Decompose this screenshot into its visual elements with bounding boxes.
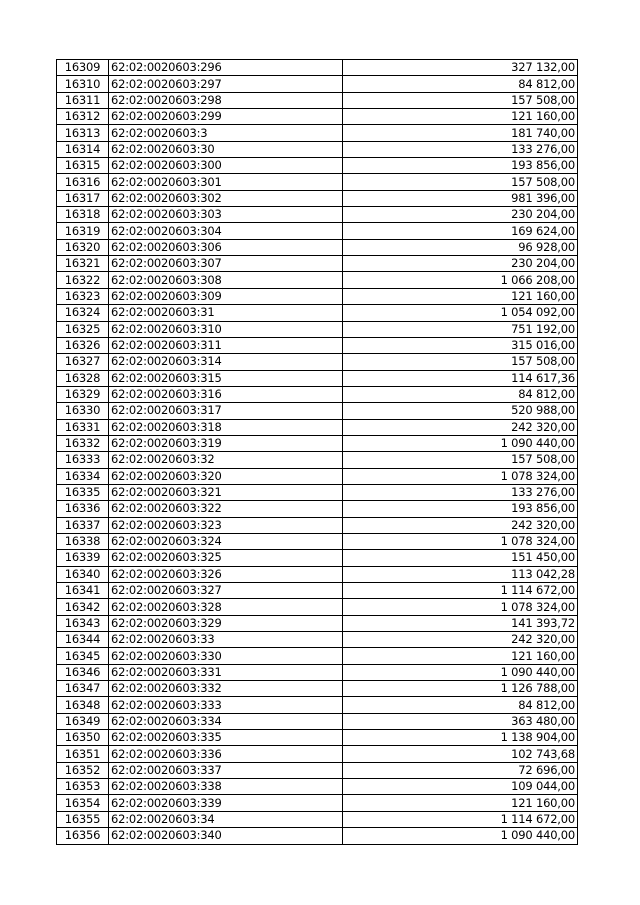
value-cell: 1 114 672,00 bbox=[343, 811, 578, 827]
value-cell: 1 078 324,00 bbox=[343, 468, 578, 484]
table-row bbox=[57, 403, 578, 419]
value-cell: 1 090 440,00 bbox=[343, 664, 578, 680]
table-row bbox=[57, 795, 578, 811]
cadastral-number-cell: 62:02:0020603:330 bbox=[109, 648, 343, 664]
cadastral-number-cell: 62:02:0020603:30 bbox=[109, 141, 343, 157]
table-row bbox=[57, 305, 578, 321]
table-row bbox=[57, 60, 578, 76]
value-cell: 157 508,00 bbox=[343, 174, 578, 190]
table-row bbox=[57, 484, 578, 500]
table-row bbox=[57, 190, 578, 206]
cadastral-number-cell: 62:02:0020603:318 bbox=[109, 419, 343, 435]
value-cell: 157 508,00 bbox=[343, 452, 578, 468]
value-cell: 181 740,00 bbox=[343, 125, 578, 141]
row-number-cell: 16310 bbox=[57, 76, 109, 92]
value-cell: 1 090 440,00 bbox=[343, 435, 578, 451]
cadastral-number-cell: 62:02:0020603:338 bbox=[109, 779, 343, 795]
cadastral-number-cell: 62:02:0020603:309 bbox=[109, 288, 343, 304]
row-number-cell: 16314 bbox=[57, 141, 109, 157]
value-cell: 242 320,00 bbox=[343, 632, 578, 648]
value-cell: 121 160,00 bbox=[343, 648, 578, 664]
cadastral-number-cell: 62:02:0020603:304 bbox=[109, 223, 343, 239]
value-cell: 133 276,00 bbox=[343, 484, 578, 500]
row-number-cell: 16354 bbox=[57, 795, 109, 811]
table-row bbox=[57, 158, 578, 174]
row-number-cell: 16347 bbox=[57, 681, 109, 697]
row-number-cell: 16348 bbox=[57, 697, 109, 713]
row-number-cell: 16315 bbox=[57, 158, 109, 174]
value-cell: 151 450,00 bbox=[343, 550, 578, 566]
cadastral-number-cell: 62:02:0020603:296 bbox=[109, 60, 343, 76]
cadastral-number-cell: 62:02:0020603:339 bbox=[109, 795, 343, 811]
cadastral-number-cell: 62:02:0020603:319 bbox=[109, 435, 343, 451]
cadastral-number-cell: 62:02:0020603:337 bbox=[109, 762, 343, 778]
row-number-cell: 16337 bbox=[57, 517, 109, 533]
table-row bbox=[57, 452, 578, 468]
cadastral-number-cell: 62:02:0020603:314 bbox=[109, 354, 343, 370]
value-cell: 1 054 092,00 bbox=[343, 305, 578, 321]
table-row bbox=[57, 141, 578, 157]
row-number-cell: 16334 bbox=[57, 468, 109, 484]
cadastral-number-cell: 62:02:0020603:316 bbox=[109, 386, 343, 402]
value-cell: 1 138 904,00 bbox=[343, 730, 578, 746]
cadastral-number-cell: 62:02:0020603:323 bbox=[109, 517, 343, 533]
value-cell: 96 928,00 bbox=[343, 239, 578, 255]
row-number-cell: 16313 bbox=[57, 125, 109, 141]
value-cell: 121 160,00 bbox=[343, 795, 578, 811]
table-row bbox=[57, 632, 578, 648]
table-row bbox=[57, 419, 578, 435]
row-number-cell: 16309 bbox=[57, 60, 109, 76]
value-cell: 1 114 672,00 bbox=[343, 583, 578, 599]
value-cell: 84 812,00 bbox=[343, 76, 578, 92]
row-number-cell: 16329 bbox=[57, 386, 109, 402]
value-cell: 1 090 440,00 bbox=[343, 828, 578, 844]
cadastral-number-cell: 62:02:0020603:32 bbox=[109, 452, 343, 468]
value-cell: 751 192,00 bbox=[343, 321, 578, 337]
value-cell: 72 696,00 bbox=[343, 762, 578, 778]
row-number-cell: 16319 bbox=[57, 223, 109, 239]
row-number-cell: 16350 bbox=[57, 730, 109, 746]
cadastral-number-cell: 62:02:0020603:300 bbox=[109, 158, 343, 174]
table-body bbox=[57, 60, 578, 845]
row-number-cell: 16323 bbox=[57, 288, 109, 304]
cadastral-number-cell: 62:02:0020603:320 bbox=[109, 468, 343, 484]
value-cell: 157 508,00 bbox=[343, 354, 578, 370]
table-row bbox=[57, 272, 578, 288]
table-row bbox=[57, 779, 578, 795]
value-cell: 520 988,00 bbox=[343, 403, 578, 419]
cadastral-number-cell: 62:02:0020603:321 bbox=[109, 484, 343, 500]
cadastral-number-cell: 62:02:0020603:297 bbox=[109, 76, 343, 92]
cadastral-number-cell: 62:02:0020603:333 bbox=[109, 697, 343, 713]
cadastral-number-cell: 62:02:0020603:33 bbox=[109, 632, 343, 648]
row-number-cell: 16349 bbox=[57, 713, 109, 729]
row-number-cell: 16341 bbox=[57, 583, 109, 599]
value-cell: 157 508,00 bbox=[343, 92, 578, 108]
cadastral-number-cell: 62:02:0020603:307 bbox=[109, 256, 343, 272]
table-row bbox=[57, 125, 578, 141]
value-cell: 141 393,72 bbox=[343, 615, 578, 631]
table-row bbox=[57, 599, 578, 615]
row-number-cell: 16333 bbox=[57, 452, 109, 468]
row-number-cell: 16338 bbox=[57, 533, 109, 549]
table-row bbox=[57, 697, 578, 713]
row-number-cell: 16318 bbox=[57, 207, 109, 223]
value-cell: 121 160,00 bbox=[343, 109, 578, 125]
cadastral-number-cell: 62:02:0020603:325 bbox=[109, 550, 343, 566]
row-number-cell: 16321 bbox=[57, 256, 109, 272]
table-row bbox=[57, 648, 578, 664]
cadastral-number-cell: 62:02:0020603:327 bbox=[109, 583, 343, 599]
value-cell: 84 812,00 bbox=[343, 697, 578, 713]
cadastral-number-cell: 62:02:0020603:317 bbox=[109, 403, 343, 419]
table-row bbox=[57, 517, 578, 533]
value-cell: 230 204,00 bbox=[343, 256, 578, 272]
table-row bbox=[57, 746, 578, 762]
row-number-cell: 16355 bbox=[57, 811, 109, 827]
table-row bbox=[57, 207, 578, 223]
row-number-cell: 16356 bbox=[57, 828, 109, 844]
row-number-cell: 16342 bbox=[57, 599, 109, 615]
value-cell: 84 812,00 bbox=[343, 386, 578, 402]
cadastral-number-cell: 62:02:0020603:328 bbox=[109, 599, 343, 615]
row-number-cell: 16352 bbox=[57, 762, 109, 778]
table-row bbox=[57, 566, 578, 582]
row-number-cell: 16320 bbox=[57, 239, 109, 255]
table-row bbox=[57, 828, 578, 844]
table-row bbox=[57, 370, 578, 386]
value-cell: 1 078 324,00 bbox=[343, 533, 578, 549]
cadastral-number-cell: 62:02:0020603:335 bbox=[109, 730, 343, 746]
table-row bbox=[57, 501, 578, 517]
row-number-cell: 16325 bbox=[57, 321, 109, 337]
table-row bbox=[57, 239, 578, 255]
value-cell: 193 856,00 bbox=[343, 501, 578, 517]
cadastral-number-cell: 62:02:0020603:336 bbox=[109, 746, 343, 762]
value-cell: 242 320,00 bbox=[343, 419, 578, 435]
row-number-cell: 16312 bbox=[57, 109, 109, 125]
row-number-cell: 16317 bbox=[57, 190, 109, 206]
value-cell: 1 066 208,00 bbox=[343, 272, 578, 288]
cadastral-number-cell: 62:02:0020603:329 bbox=[109, 615, 343, 631]
cadastral-number-cell: 62:02:0020603:311 bbox=[109, 337, 343, 353]
table-row bbox=[57, 730, 578, 746]
row-number-cell: 16344 bbox=[57, 632, 109, 648]
value-cell: 133 276,00 bbox=[343, 141, 578, 157]
table-row bbox=[57, 174, 578, 190]
table-row bbox=[57, 468, 578, 484]
row-number-cell: 16346 bbox=[57, 664, 109, 680]
row-number-cell: 16345 bbox=[57, 648, 109, 664]
cadastral-number-cell: 62:02:0020603:332 bbox=[109, 681, 343, 697]
table-row bbox=[57, 337, 578, 353]
table-row bbox=[57, 288, 578, 304]
row-number-cell: 16331 bbox=[57, 419, 109, 435]
value-cell: 113 042,28 bbox=[343, 566, 578, 582]
value-cell: 121 160,00 bbox=[343, 288, 578, 304]
row-number-cell: 16311 bbox=[57, 92, 109, 108]
cadastral-number-cell: 62:02:0020603:340 bbox=[109, 828, 343, 844]
cadastral-number-cell: 62:02:0020603:3 bbox=[109, 125, 343, 141]
cadastral-number-cell: 62:02:0020603:306 bbox=[109, 239, 343, 255]
cadastral-value-table bbox=[56, 59, 578, 845]
value-cell: 981 396,00 bbox=[343, 190, 578, 206]
table-row bbox=[57, 762, 578, 778]
row-number-cell: 16353 bbox=[57, 779, 109, 795]
row-number-cell: 16332 bbox=[57, 435, 109, 451]
table-row bbox=[57, 256, 578, 272]
value-cell: 102 743,68 bbox=[343, 746, 578, 762]
table-row bbox=[57, 109, 578, 125]
row-number-cell: 16324 bbox=[57, 305, 109, 321]
cadastral-number-cell: 62:02:0020603:334 bbox=[109, 713, 343, 729]
table-row bbox=[57, 354, 578, 370]
row-number-cell: 16316 bbox=[57, 174, 109, 190]
cadastral-number-cell: 62:02:0020603:331 bbox=[109, 664, 343, 680]
table-row bbox=[57, 386, 578, 402]
value-cell: 1 126 788,00 bbox=[343, 681, 578, 697]
value-cell: 363 480,00 bbox=[343, 713, 578, 729]
row-number-cell: 16326 bbox=[57, 337, 109, 353]
value-cell: 169 624,00 bbox=[343, 223, 578, 239]
cadastral-number-cell: 62:02:0020603:31 bbox=[109, 305, 343, 321]
cadastral-number-cell: 62:02:0020603:324 bbox=[109, 533, 343, 549]
table-row bbox=[57, 615, 578, 631]
cadastral-number-cell: 62:02:0020603:308 bbox=[109, 272, 343, 288]
cadastral-number-cell: 62:02:0020603:301 bbox=[109, 174, 343, 190]
table-row bbox=[57, 664, 578, 680]
value-cell: 1 078 324,00 bbox=[343, 599, 578, 615]
table-row bbox=[57, 321, 578, 337]
value-cell: 193 856,00 bbox=[343, 158, 578, 174]
table-row bbox=[57, 681, 578, 697]
value-cell: 109 044,00 bbox=[343, 779, 578, 795]
table-row bbox=[57, 811, 578, 827]
cadastral-number-cell: 62:02:0020603:303 bbox=[109, 207, 343, 223]
row-number-cell: 16340 bbox=[57, 566, 109, 582]
value-cell: 242 320,00 bbox=[343, 517, 578, 533]
value-cell: 327 132,00 bbox=[343, 60, 578, 76]
table-row bbox=[57, 92, 578, 108]
table-row bbox=[57, 713, 578, 729]
table-row bbox=[57, 533, 578, 549]
table-row bbox=[57, 223, 578, 239]
cadastral-number-cell: 62:02:0020603:299 bbox=[109, 109, 343, 125]
value-cell: 230 204,00 bbox=[343, 207, 578, 223]
table-row bbox=[57, 435, 578, 451]
cadastral-number-cell: 62:02:0020603:34 bbox=[109, 811, 343, 827]
cadastral-number-cell: 62:02:0020603:315 bbox=[109, 370, 343, 386]
cadastral-number-cell: 62:02:0020603:302 bbox=[109, 190, 343, 206]
row-number-cell: 16335 bbox=[57, 484, 109, 500]
table-row bbox=[57, 76, 578, 92]
row-number-cell: 16351 bbox=[57, 746, 109, 762]
table-row bbox=[57, 550, 578, 566]
cadastral-number-cell: 62:02:0020603:310 bbox=[109, 321, 343, 337]
row-number-cell: 16327 bbox=[57, 354, 109, 370]
row-number-cell: 16330 bbox=[57, 403, 109, 419]
cadastral-number-cell: 62:02:0020603:326 bbox=[109, 566, 343, 582]
row-number-cell: 16336 bbox=[57, 501, 109, 517]
cadastral-number-cell: 62:02:0020603:298 bbox=[109, 92, 343, 108]
cadastral-number-cell: 62:02:0020603:322 bbox=[109, 501, 343, 517]
table-row bbox=[57, 583, 578, 599]
row-number-cell: 16339 bbox=[57, 550, 109, 566]
row-number-cell: 16343 bbox=[57, 615, 109, 631]
row-number-cell: 16328 bbox=[57, 370, 109, 386]
value-cell: 315 016,00 bbox=[343, 337, 578, 353]
row-number-cell: 16322 bbox=[57, 272, 109, 288]
value-cell: 114 617,36 bbox=[343, 370, 578, 386]
